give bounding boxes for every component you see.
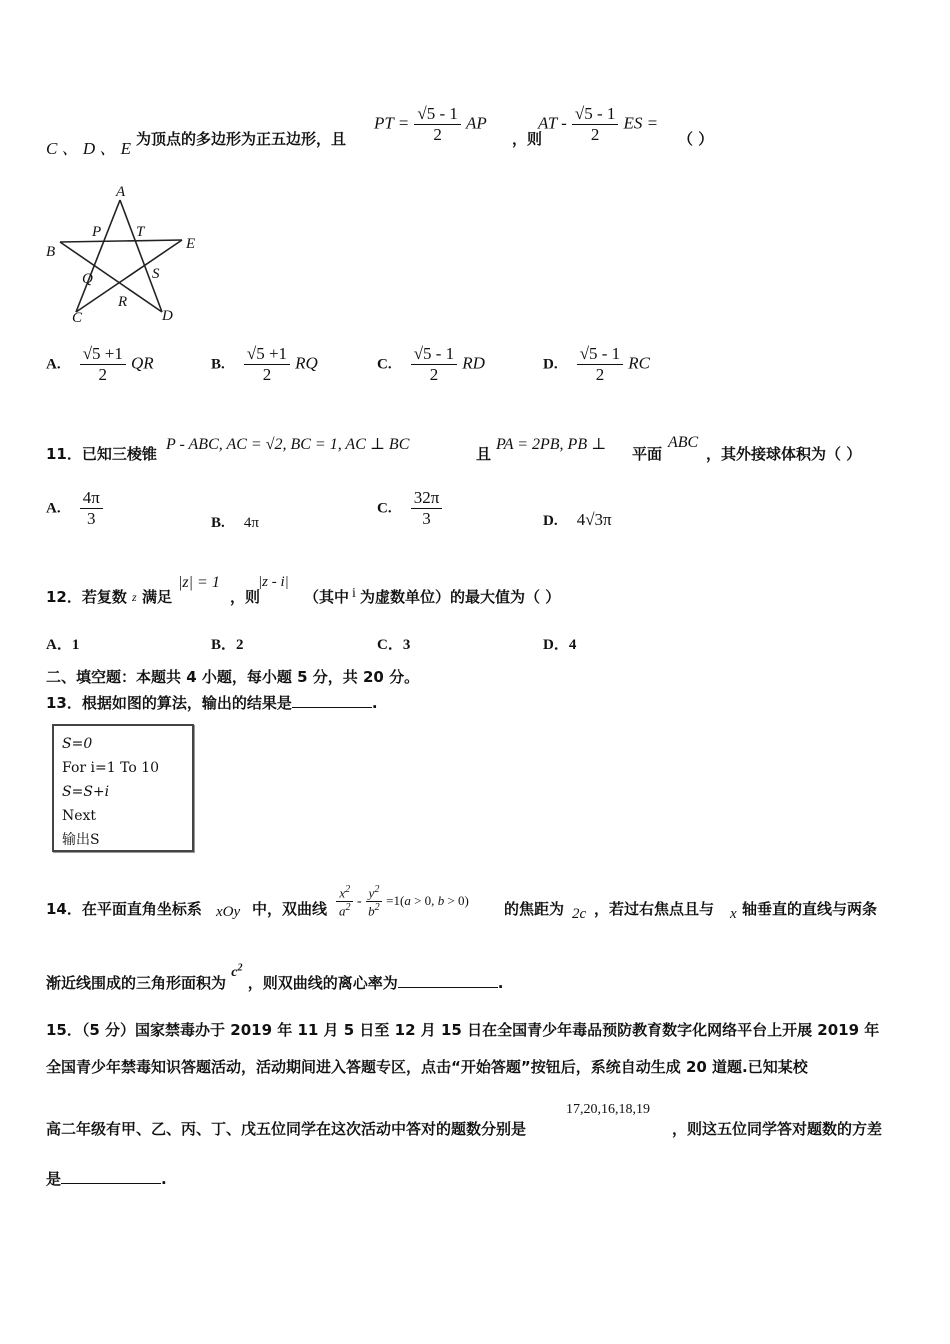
q10-equation-1 [374,104,487,144]
q12-option-d[interactable]: D．4 [543,637,577,653]
q10-option-b-fraction [244,344,290,384]
q10-option-b-vec: RQ [295,353,318,373]
q11-option-a-num: 4π [80,488,103,509]
q15-line-3-b: ，则这五位同学答对题数的方差 [672,1120,883,1138]
q10-option-c-fraction [411,344,458,384]
q15-line-1: 15．（5 分）国家禁毒办于 2019 年 11 月 5 日至 12 月 15 日在全国青少年毒品预防教育数字化网络平台上开展 2019 年 [46,1021,880,1039]
q10-option-a-num: √5 +1 [80,344,126,365]
q12-expression: |z - i| [258,574,289,590]
q10-option-b-den: 2 [262,364,272,384]
q10-option-c-den: 2 [429,364,439,384]
q14-intro: 14．在平面直角坐标系 [46,900,202,918]
q10-option-a[interactable] [46,344,154,384]
label-B: B [46,244,56,260]
q14-focal-text: 的焦距为 [504,900,565,918]
q10-option-a-fraction [80,344,126,384]
q10-option-a-den: 2 [98,364,108,384]
q12-satisfies: 满足 [142,588,173,606]
algorithm-line-1: S=0 [62,736,93,752]
q10-prefix-vertices: C 、 D 、 E [46,139,131,158]
q15-line-3-a: 高二年级有甲、乙、丙、丁、戊五位同学在这次活动中答对的题数分别是 [46,1120,527,1138]
q10-option-c-num: √5 - 1 [411,344,458,365]
label-P: P [92,224,102,240]
q15-is: 是 [46,1170,62,1188]
q10-option-a-label: A. [46,356,61,373]
q11-option-c[interactable] [377,488,442,528]
label-R: R [118,294,128,310]
q10-eq2-fraction [572,104,619,144]
q12-option-a[interactable]: A．1 [46,637,80,653]
q10-option-d-label: D. [543,356,558,373]
q14-hyperbola-text: 中，双曲线 [252,900,328,918]
q12-option-b[interactable]: B．2 [211,637,244,653]
q11-plane: 平面 [632,445,663,463]
q12-where: （其中 [304,588,350,606]
q10-option-d-vec: RC [628,353,651,373]
q10-option-d-den: 2 [595,364,605,384]
q12-imag-unit: i [352,586,356,601]
q12-then: ，则 [230,588,261,606]
label-Q: Q [82,271,93,287]
q12-tail: 为虚数单位）的最大值为（ ） [360,588,561,606]
q15-line-4 [46,1168,167,1189]
label-C: C [72,310,83,326]
q13-text [46,692,378,713]
q14-x-axis: x [730,906,737,922]
q10-eq2-num: √5 - 1 [572,104,619,125]
q11-option-b-value: 4π [243,515,259,531]
q11-and: 且 [476,445,492,463]
q11-tail: ，其外接球体积为（ ） [706,445,862,463]
q11-option-d-label: D. [543,513,558,529]
q10-option-a-vec: QR [130,353,154,373]
q10-option-b[interactable] [211,344,318,384]
q11-option-b[interactable] [211,512,259,532]
q14-frac-y: $\frac{y^2}{b^2}$ [365,884,383,920]
pentagram-figure [40,178,210,328]
q13-answer-blank[interactable] [292,706,372,708]
q14-end: . [497,974,504,992]
algorithm-box [52,724,194,852]
q10-eq2-den: 2 [590,124,600,144]
algorithm-line-4: Next [62,808,97,824]
q10-eq2-lhs: AT - [538,113,567,133]
label-A: A [116,184,126,200]
q10-option-c[interactable] [377,344,485,384]
q11-option-c-label: C. [377,500,392,517]
q15-line-2: 全国青少年禁毒知识答题活动，活动期间进入答题专区，点击“开始答题”按钮后，系统自动生成 20 道题.已知某校 [46,1058,808,1076]
algorithm-line-2: For i=1 To 10 [62,760,160,776]
q10-equation-2 [538,104,658,144]
q12-number: 12．若复数 [46,588,127,606]
q10-eq1-fraction [414,104,461,144]
q10-eq2-rhs: ES = [623,113,659,133]
q14-answer-blank[interactable] [398,986,498,988]
line-b-d [60,242,162,312]
q14-eccentricity-text: ，则双曲线的离心率为 [247,974,398,992]
q12-condition: |z| = 1 [178,574,220,591]
q13-question: 13．根据如图的算法，输出的结果是 [46,694,292,712]
q15-end: . [161,1170,167,1188]
q10-eq1-lhs: PT = [374,113,410,133]
q10-option-c-label: C. [377,356,392,373]
label-E: E [186,236,196,252]
q14-line2 [46,962,504,993]
q14-frac-x: $\frac{x^2}{a^2}$ [336,884,354,920]
q10-answer-paren: （ ） [678,130,714,148]
q11-option-a[interactable] [46,488,103,528]
q14-focal-value: 2c [572,906,587,922]
algorithm-line-5: 输出S [62,832,100,848]
algorithm-line-3: S=S+i [62,784,110,800]
label-S: S [152,266,160,282]
q10-text-regular-pentagon: 为顶点的多边形为正五边形，且 [136,130,347,148]
q10-eq1-den: 2 [433,124,442,144]
q10-option-d-fraction [577,344,624,384]
q10-eq1-num: √5 - 1 [414,104,461,125]
q13-end: . [371,694,378,712]
q12-z: z [132,590,137,604]
q11-option-a-fraction [80,488,103,528]
q14-area-text: 渐近线围成的三角形面积为 [46,974,227,992]
q11-option-a-den: 3 [86,508,96,528]
q10-eq1-rhs: AP [465,113,487,133]
section-heading-fill-in: 二、填空题：本题共 4 小题，每小题 5 分，共 20 分。 [46,668,420,686]
q10-option-b-num: √5 +1 [244,344,290,365]
line-b-e [60,240,182,242]
q14-hyperbola-equation: $\frac{x^2}{a^2}$ - $\frac{y^2}{b^2}$ =1(a > 0, b > 0) [336,884,469,920]
label-T: T [136,224,145,240]
q10-option-d[interactable] [543,344,650,384]
q14-xoy: xOy [216,904,241,920]
q12-option-c[interactable]: C．3 [377,637,411,653]
q10-text-then: ，则 [512,130,543,148]
q11-option-b-label: B. [211,515,225,531]
q11-option-d[interactable] [543,510,612,530]
q11-condition-1: P - ABC, AC = √2, BC = 1, AC ⊥ BC [166,436,410,453]
q14-text-lines: 轴垂直的直线与两条 [742,900,878,918]
q11-number: 11．已知三棱锥 [46,445,157,463]
q11-option-c-fraction [411,488,443,528]
q14-text-perp: ，若过右焦点且与 [594,900,715,918]
q11-plane-abc: ABC [668,434,699,451]
q10-option-c-vec: RD [462,353,485,373]
q11-option-a-label: A. [46,500,61,517]
q11-option-d-value: 4√3π [576,510,612,529]
line-a-c [76,200,120,312]
q14-area-value: $c^2$ [231,962,243,980]
q11-option-c-num: 32π [411,488,443,509]
q15-answer-blank[interactable] [61,1182,161,1184]
q11-option-c-den: 3 [422,508,431,528]
q10-option-d-num: √5 - 1 [577,344,624,365]
q15-data: 17,20,16,18,19 [566,1102,650,1117]
q10-option-b-label: B. [211,356,225,373]
label-D: D [162,308,173,324]
q11-condition-2: PA = 2PB, PB ⊥ [496,436,607,453]
